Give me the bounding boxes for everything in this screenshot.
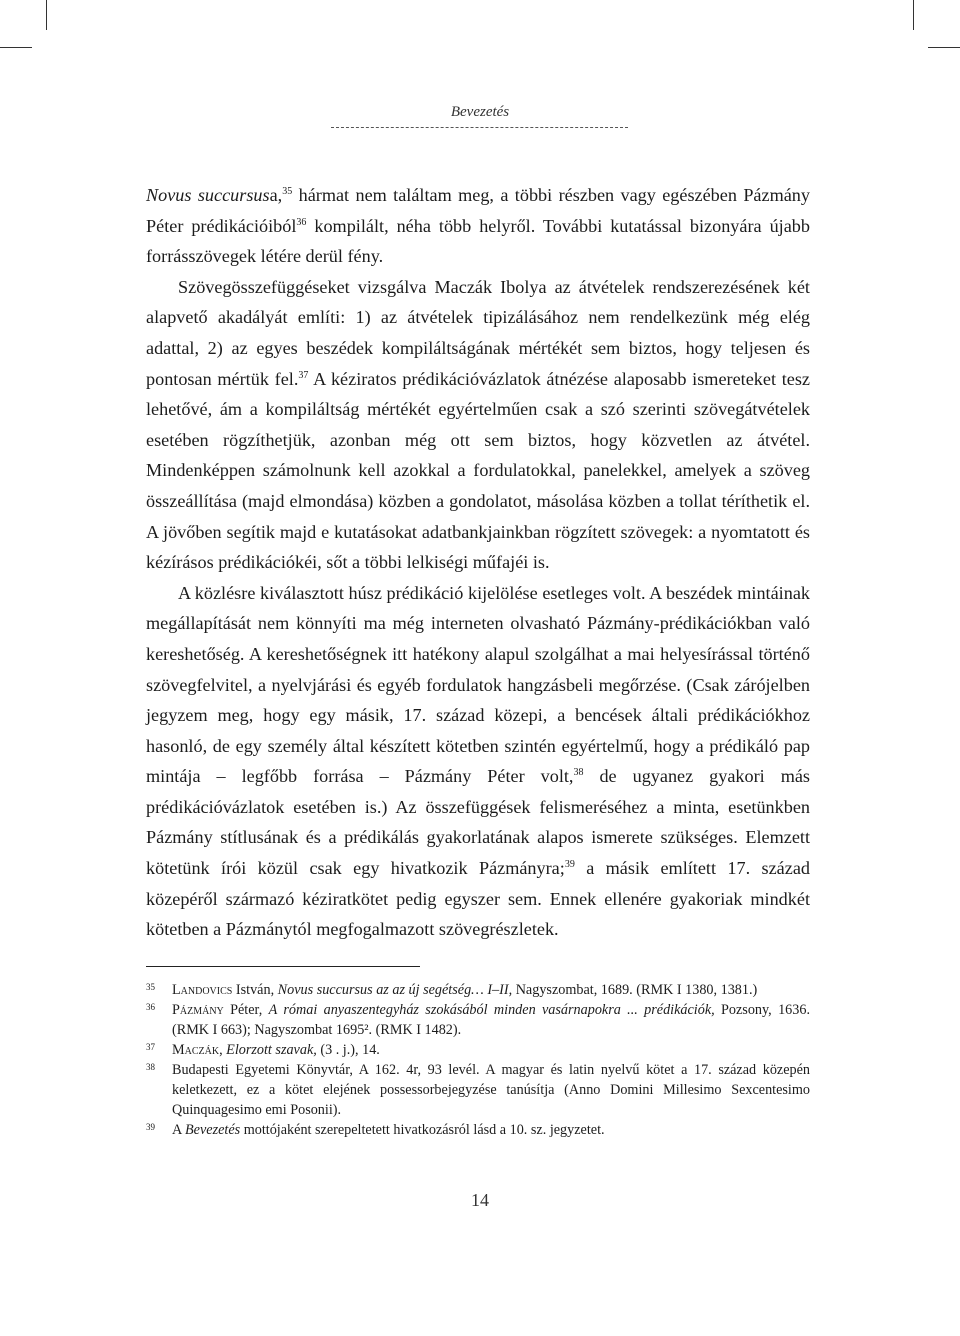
text-span: mottójaként szerepeltetett hivatkozásról lásd a 10. sz. jegyzetet. bbox=[240, 1122, 605, 1138]
text-span: a, bbox=[269, 185, 283, 205]
text-span: de ugyanez gyakori más prédikációvázlatok esetében is.) Az összefüggések felismeréséhez a minta, esetünkben Pázmány stítlusának és a prédikálás gyakorlatának alapos ismerete szükséges. Elemzett kötetünk írói közül csak egy hivatkozik Pázmányra; bbox=[146, 766, 810, 879]
paragraph-2 bbox=[146, 272, 810, 578]
paragraph-1 bbox=[146, 180, 810, 272]
italic-title: Novus succursus bbox=[146, 185, 270, 205]
text-span: hármat nem találtam meg, a többi részben vagy egészében Pázmány Péter prédikációiból bbox=[146, 185, 810, 236]
footnote-number: 36 bbox=[146, 1002, 155, 1012]
author-name: Maczák bbox=[172, 1042, 220, 1058]
footnotes bbox=[146, 980, 810, 1140]
footnote-ref-39[interactable]: 39 bbox=[564, 859, 575, 871]
italic-title: Bevezetés bbox=[185, 1122, 241, 1138]
crop-mark-left bbox=[0, 47, 32, 48]
text-span: Szövegösszefüggéseket vizsgálva Maczák Ibolya az átvételek rendszerezésének két alapvető akadályát említi: 1) az átvételek tipizálásához nem rendelkezünk még elég adattal, 2) az egyes beszédek kompiláltságának mértékét sem biztos, hogy teljesen és pontosan mértük fel. bbox=[146, 276, 810, 389]
text-span: kompilált, néha több helyről. További kutatással bizonyára újabb forrásszövegek létére derül fény. bbox=[146, 215, 810, 267]
body-text bbox=[146, 180, 810, 945]
italic-title: A római anyaszentegyház szokásából minden vasárnapokra ... prédikációk, bbox=[268, 1002, 715, 1018]
text-span: Budapesti Egyetemi Könyvtár, A 162. 4r, 93 levél. A magyar és latin nyelvű kötet a 17. század közepén keletkezett, ez a kötet elejének possessorbejegyzése tanúsítja (Anno Domini Millesimo Sexcentesimo Quinquagesimo emi Posonii). bbox=[172, 1062, 810, 1118]
footnote-ref-37[interactable]: 37 bbox=[298, 369, 309, 381]
text-span: A közlésre kiválasztott húsz prédikáció kijelölése esetleges volt. A beszédek mintáinak megállapítását nem könnyíti ma még interneten olvasható Pázmány-prédikációkban való kereshetőség. A kereshetőségnek itt hatékony alapul szolgálhat a mai helyesírással történő szövegfelvitel, a nyelvjárási és egyéb fordulatok hangzásbeli megőrzése. (Csak zárójelben jegyzem meg, hogy egy másik, 17. század közepi, a bencések általi prédikációkhoz hasonló, de egy személy által készített kötetben szintén egyértelmű, hogy a prédikáló pap mintája – legfőbb forrása – Pázmány Péter volt, bbox=[146, 582, 810, 787]
author-name: Landovics bbox=[172, 982, 233, 998]
text-span: a másik említett 17. század közepéről származó kéziratkötet pedig egyszer sem. Ennek ellenére gyakoriak mindkét kötetben a Pázmánytól megfogalmazott szövegrészletek. bbox=[146, 858, 810, 940]
text-span: (3 . j.), 14. bbox=[316, 1042, 380, 1058]
footnote-number: 39 bbox=[146, 1122, 155, 1132]
italic-title: Elorzott szavak, bbox=[226, 1042, 317, 1058]
paragraph-3 bbox=[146, 578, 810, 945]
text-span: Péter, bbox=[223, 1002, 269, 1018]
text-span: István, bbox=[232, 982, 278, 998]
crop-mark-top-left bbox=[46, 0, 47, 30]
footnote-number: 38 bbox=[146, 1062, 155, 1072]
footnote-number: 35 bbox=[146, 982, 155, 992]
text-span: Nagyszombat, 1689. (RMK I 1380, 1381.) bbox=[512, 982, 758, 998]
footnote-ref-36[interactable]: 36 bbox=[296, 216, 307, 228]
footnote-ref-38[interactable]: 38 bbox=[573, 767, 584, 779]
footnote-ref-35[interactable]: 35 bbox=[282, 186, 293, 197]
footnote-38 bbox=[146, 1060, 810, 1120]
text-span: A bbox=[172, 1122, 186, 1138]
footnote-number: 37 bbox=[146, 1042, 155, 1052]
footnote-37 bbox=[146, 1040, 810, 1060]
running-head: Bevezetés bbox=[450, 104, 510, 120]
text-span: , bbox=[219, 1042, 227, 1058]
text-span: Pozsony, 1636. (RMK I 663); Nagyszombat 1695². (RMK I 1482). bbox=[172, 1002, 810, 1038]
author-name: Pázmány bbox=[172, 1002, 224, 1018]
italic-title: Novus succursus az az új segétség… I–II, bbox=[277, 982, 513, 998]
footnote-35 bbox=[146, 980, 810, 1000]
crop-mark-right bbox=[928, 47, 960, 48]
footnote-39 bbox=[146, 1120, 810, 1140]
footnote-36 bbox=[146, 1000, 810, 1040]
running-head-rule bbox=[331, 127, 628, 128]
crop-mark-top-right bbox=[913, 0, 914, 30]
text-span: A kéziratos prédikációvázlatok átnézése alaposabb ismereteket tesz lehetővé, ám a kompiláltság mértékét egyértelműen csak a szó szerinti szövegátvételek esetében rögzíthetjük, azonban még ott sem biztos, hogy közvetlen az átvétel. Mindenképpen számolnunk kell azokkal a fordulatokkal, panelekkel, amelyek a szöveg összeállítása (majd elmondása) közben a gondolatot, másolása közben a tollat téríthetik el. A jövőben segítik majd e kutatásokat adatbankjainkban rögzített szövegek: a nyomtatott és kézírásos prédikációkéi, sőt a többi lelkiségi műfajéi is. bbox=[146, 368, 810, 573]
page-number: 14 bbox=[471, 1190, 489, 1210]
footnote-separator bbox=[146, 966, 420, 967]
